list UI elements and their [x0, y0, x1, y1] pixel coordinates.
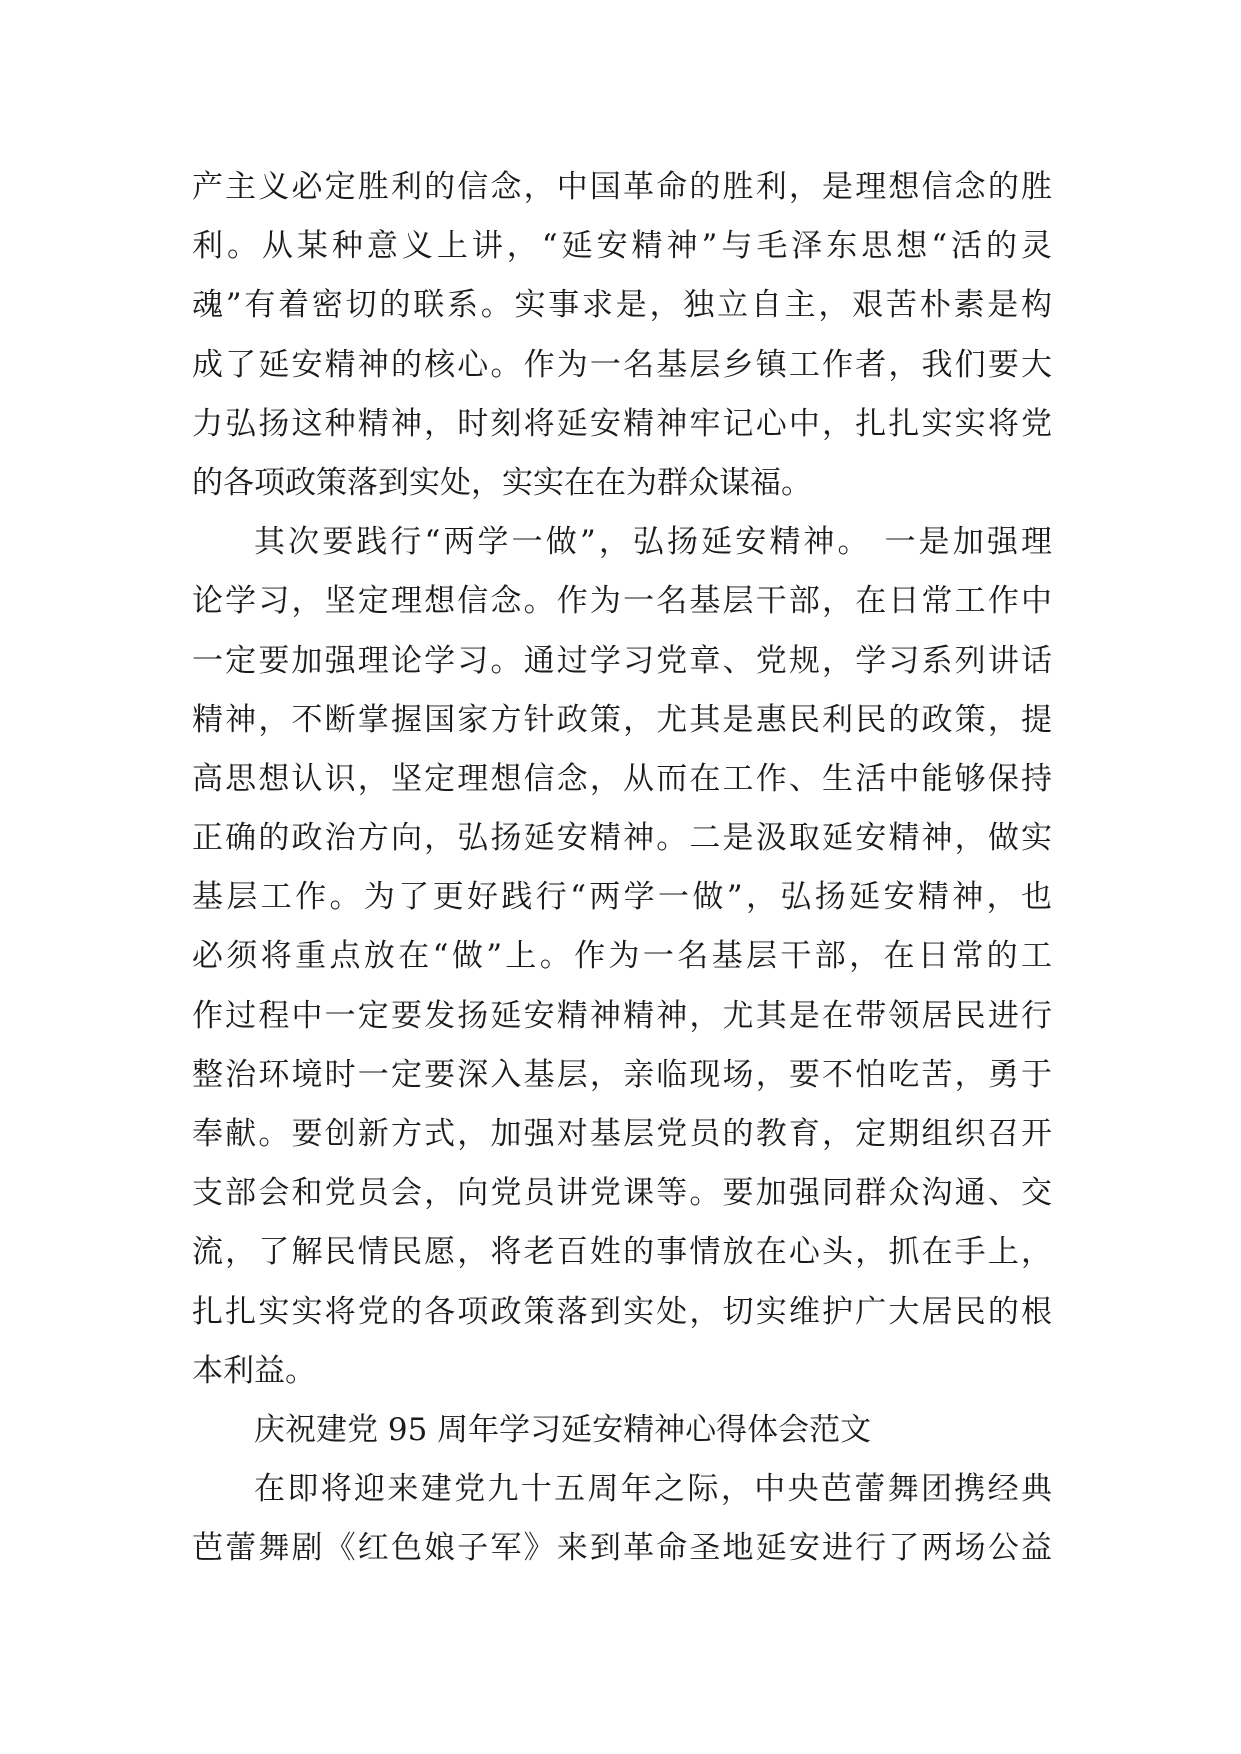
text-line: 芭蕾舞剧《红色娘子军》来到革命圣地延安进行了两场公益: [192, 1530, 1052, 1567]
text-line: 整治环境时一定要深入基层，亲临现场，要不怕吃苦，勇于: [192, 1056, 1052, 1093]
text-line: 精神，不断掌握国家方针政策，尤其是惠民利民的政策，提: [192, 701, 1052, 738]
text-line: 基层工作。为了更好践行“两学一做”，弘扬延安精神，也: [192, 879, 1052, 916]
body-text: [192, 158, 1052, 1579]
text-line: 成了延安精神的核心。作为一名基层乡镇工作者，我们要大: [192, 346, 1052, 383]
text-line: 其次要践行“两学一做”，弘扬延安精神。 一是加强理: [254, 524, 1052, 561]
text-line: 扎扎实实将党的各项政策落到实处，切实维护广大居民的根: [192, 1293, 1052, 1330]
text-line: 本利益。: [192, 1352, 316, 1389]
text-line: 论学习，坚定理想信念。作为一名基层干部，在日常工作中: [192, 583, 1052, 620]
text-line: 的各项政策落到实处，实实在在为群众谋福。: [192, 464, 812, 501]
text-line: 力弘扬这种精神，时刻将延安精神牢记心中，扎扎实实将党: [192, 405, 1052, 442]
text-line: 必须将重点放在“做”上。作为一名基层干部，在日常的工: [192, 938, 1052, 975]
text-line: 作过程中一定要发扬延安精神精神，尤其是在带领居民进行: [192, 997, 1052, 1034]
text-line: 产主义必定胜利的信念，中国革命的胜利，是理想信念的胜: [192, 169, 1052, 205]
text-line: 流，了解民情民愿，将老百姓的事情放在心头，抓在手上，: [192, 1234, 1052, 1271]
text-line: 在即将迎来建党九十五周年之际，中央芭蕾舞团携经典: [254, 1471, 1052, 1508]
text-line: 奉献。要创新方式，加强对基层党员的教育，定期组织召开: [192, 1116, 1052, 1152]
text-line: 魂”有着密切的联系。实事求是，独立自主，艰苦朴素是构: [192, 287, 1052, 324]
section-heading: 庆祝建党 95 周年学习延安精神心得体会范文: [254, 1411, 872, 1448]
text-line: 利。从某种意义上讲，“延安精神”与毛泽东思想“活的灵: [192, 228, 1052, 265]
text-line: 一定要加强理论学习。通过学习党章、党规，学习系列讲话: [192, 642, 1052, 679]
text-line: 高思想认识，坚定理想信念，从而在工作、生活中能够保持: [192, 760, 1052, 797]
text-line: 正确的政治方向，弘扬延安精神。二是汲取延安精神，做实: [192, 820, 1052, 857]
text-line: 支部会和党员会，向党员讲党课等。要加强同群众沟通、交: [192, 1175, 1052, 1212]
